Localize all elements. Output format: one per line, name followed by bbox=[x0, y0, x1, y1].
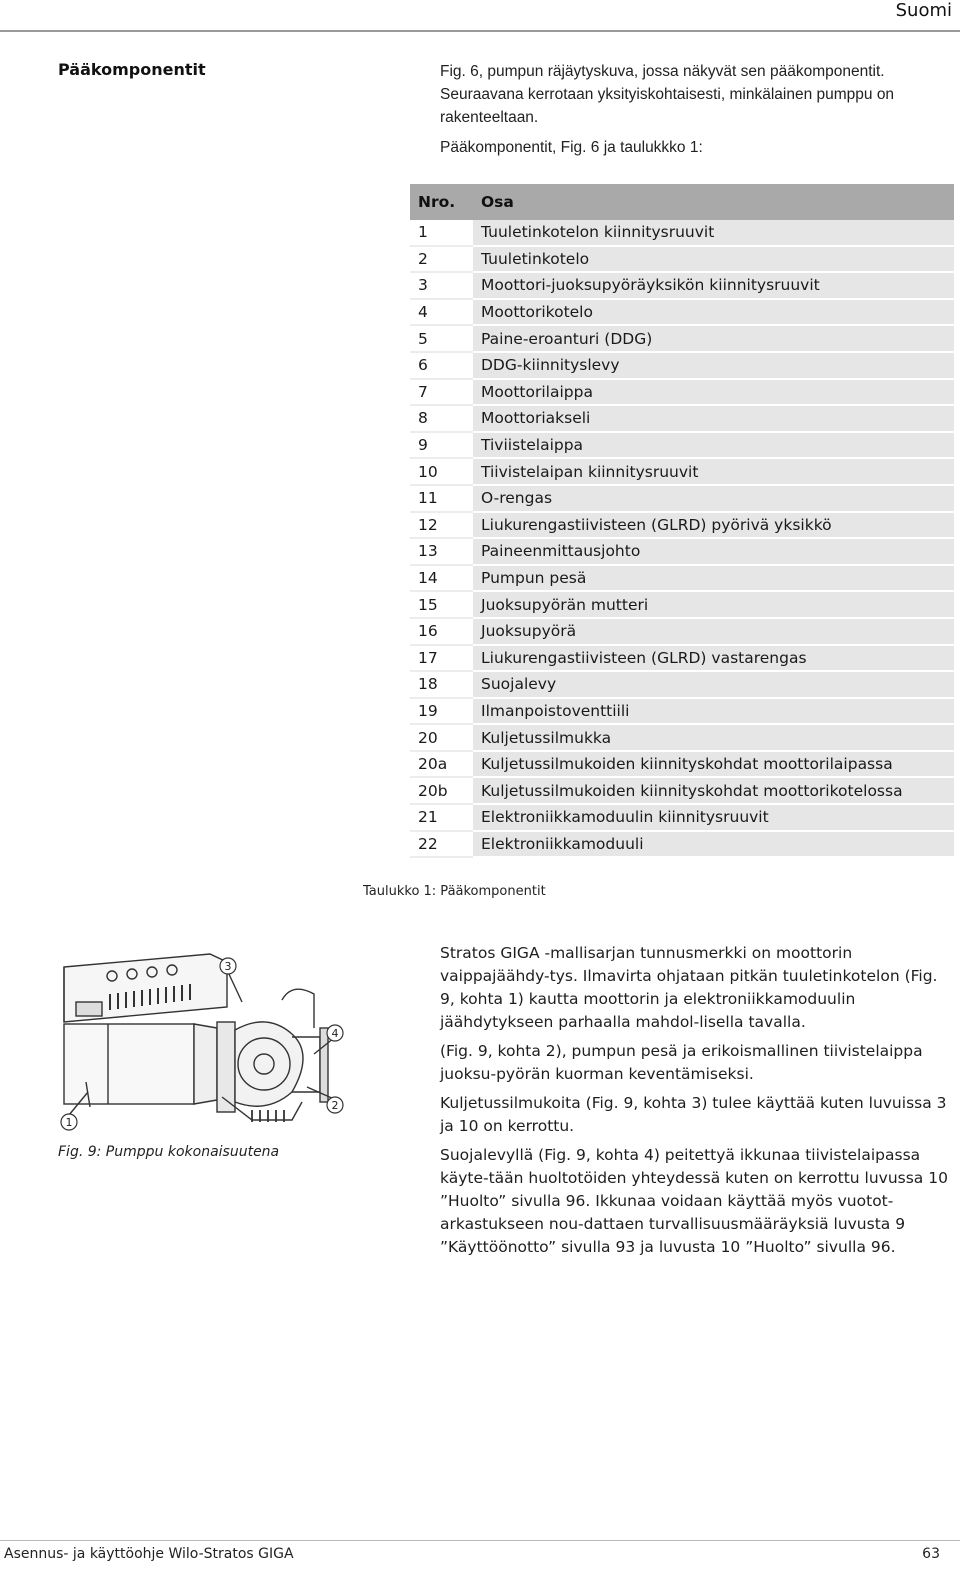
row-number: 4 bbox=[410, 299, 473, 326]
table-body bbox=[410, 220, 954, 857]
table-row bbox=[410, 751, 954, 778]
row-number: 6 bbox=[410, 352, 473, 379]
intro-paragraph: Fig. 6, pumpun räjäytyskuva, jossa näkyvät sen pääkomponentit. Seuraavana kerrotaan yksityiskohtaisesti, minkälainen pumppu on rakenteeltaan. bbox=[440, 63, 895, 126]
row-number: 10 bbox=[410, 458, 473, 485]
body-paragraph: Suojalevyllä (Fig. 9, kohta 4) peitettyä ikkunaa tiivistelaipassa käyte-tään huoltotöiden yhteydessä kuten on kerrottu luvussa 10 ”Huolto” sivulla 96. Ikkunaa voidaan käyttää myös vuototarkastukseen nou-dattaen turvallisuusmääräyksiä luvusta 9 ”Käyttöönotto” sivulla 93 ja luvusta 10 ”Huolto” sivulla 96. bbox=[440, 1146, 948, 1256]
callout-3 bbox=[220, 958, 236, 974]
row-part-name: Elektroniikkamoduulin kiinnitysruuvit bbox=[473, 804, 954, 831]
table-row bbox=[410, 485, 954, 512]
callout-2 bbox=[327, 1097, 343, 1113]
body-paragraph: (Fig. 9, kohta 2), pumpun pesä ja erikoismallinen tiivistelaippa juoksu-pyörän kuorman keventämiseksi. bbox=[440, 1042, 923, 1083]
row-part-name: Moottorikotelo bbox=[473, 299, 954, 326]
row-part-name: O-rengas bbox=[473, 485, 954, 512]
body-text bbox=[440, 942, 952, 1265]
table-row bbox=[410, 246, 954, 273]
table-row bbox=[410, 352, 954, 379]
footer-rule bbox=[0, 1540, 960, 1541]
row-part-name: Suojalevy bbox=[473, 671, 954, 698]
parts-table bbox=[410, 184, 954, 858]
table-row bbox=[410, 565, 954, 592]
callout-1 bbox=[61, 1114, 77, 1130]
body-paragraph: Kuljetussilmukoita (Fig. 9, kohta 3) tulee käyttää kuten luvuissa 3 ja 10 on kerrottu. bbox=[440, 1094, 947, 1135]
table-row bbox=[410, 405, 954, 432]
table-row bbox=[410, 379, 954, 406]
row-number: 11 bbox=[410, 485, 473, 512]
row-part-name: Liukurengastiivisteen (GLRD) vastarengas bbox=[473, 645, 954, 672]
intro-paragraph: Pääkomponentit, Fig. 6 ja taulukkko 1: bbox=[440, 139, 703, 156]
row-part-name: DDG-kiinnityslevy bbox=[473, 352, 954, 379]
row-number: 9 bbox=[410, 432, 473, 459]
body-paragraph: Stratos GIGA -mallisarjan tunnusmerkki on moottorin vaippajäähdy-tys. Ilmavirta ohjataan pitkän tuuletinkotelon (Fig. 9, kohta 1) kautta moottorin ja elektroniikkamoduulin jäähdytykseen parhaalla mahdol-lisella tavalla. bbox=[440, 944, 938, 1031]
table-row bbox=[410, 299, 954, 326]
svg-text:1: 1 bbox=[65, 1116, 73, 1129]
table-row bbox=[410, 458, 954, 485]
section-title: Pääkomponentit bbox=[58, 60, 206, 79]
table-row bbox=[410, 777, 954, 804]
row-number: 3 bbox=[410, 272, 473, 299]
row-number: 12 bbox=[410, 512, 473, 539]
table-row bbox=[410, 831, 954, 858]
row-number: 13 bbox=[410, 538, 473, 565]
svg-text:3: 3 bbox=[224, 960, 232, 973]
table-row bbox=[410, 618, 954, 645]
column-header-nro: Nro. bbox=[410, 184, 473, 220]
table-row bbox=[410, 272, 954, 299]
row-number: 1 bbox=[410, 220, 473, 246]
figure-caption: Fig. 9: Pumppu kokonaisuutena bbox=[58, 1144, 280, 1160]
table-caption: Taulukko 1: Pääkomponentit bbox=[363, 884, 546, 899]
row-number: 21 bbox=[410, 804, 473, 831]
row-part-name: Tuuletinkotelo bbox=[473, 246, 954, 273]
svg-text:2: 2 bbox=[331, 1099, 339, 1112]
row-number: 19 bbox=[410, 698, 473, 725]
row-part-name: Elektroniikkamoduuli bbox=[473, 831, 954, 858]
table-row bbox=[410, 220, 954, 246]
table-row bbox=[410, 724, 954, 751]
table-row bbox=[410, 591, 954, 618]
row-number: 16 bbox=[410, 618, 473, 645]
table-row bbox=[410, 512, 954, 539]
callout-4 bbox=[327, 1025, 343, 1041]
row-part-name: Juoksupyörän mutteri bbox=[473, 591, 954, 618]
table-row bbox=[410, 671, 954, 698]
table-row bbox=[410, 432, 954, 459]
row-part-name: Tiivistelaipan kiinnitysruuvit bbox=[473, 458, 954, 485]
row-part-name: Ilmanpoistoventtiili bbox=[473, 698, 954, 725]
row-part-name: Moottori-juoksupyöräyksikön kiinnitysruuvit bbox=[473, 272, 954, 299]
row-number: 18 bbox=[410, 671, 473, 698]
column-header-osa: Osa bbox=[473, 184, 954, 220]
row-part-name: Kuljetussilmukoiden kiinnityskohdat moottorikotelossa bbox=[473, 777, 954, 804]
footer-document-title: Asennus- ja käyttöohje Wilo-Stratos GIGA bbox=[4, 1546, 294, 1562]
table-row bbox=[410, 645, 954, 672]
table-row bbox=[410, 804, 954, 831]
row-number: 20a bbox=[410, 751, 473, 778]
row-part-name: Moottorilaippa bbox=[473, 379, 954, 406]
row-number: 8 bbox=[410, 405, 473, 432]
row-number: 20 bbox=[410, 724, 473, 751]
table-row bbox=[410, 325, 954, 352]
row-part-name: Pumpun pesä bbox=[473, 565, 954, 592]
row-number: 14 bbox=[410, 565, 473, 592]
row-number: 15 bbox=[410, 591, 473, 618]
table-row bbox=[410, 698, 954, 725]
row-part-name: Juoksupyörä bbox=[473, 618, 954, 645]
row-part-name: Tuuletinkotelon kiinnitysruuvit bbox=[473, 220, 954, 246]
row-number: 22 bbox=[410, 831, 473, 858]
svg-text:4: 4 bbox=[331, 1027, 339, 1040]
page-number: 63 bbox=[922, 1546, 940, 1562]
row-part-name: Kuljetussilmukka bbox=[473, 724, 954, 751]
row-number: 17 bbox=[410, 645, 473, 672]
row-part-name: Kuljetussilmukoiden kiinnityskohdat moottorilaipassa bbox=[473, 751, 954, 778]
table-header-row bbox=[410, 184, 954, 220]
row-part-name: Paine-eroanturi (DDG) bbox=[473, 325, 954, 352]
row-part-name: Moottoriakseli bbox=[473, 405, 954, 432]
language-label: Suomi bbox=[895, 0, 952, 21]
intro-text bbox=[440, 60, 940, 159]
table-row bbox=[410, 538, 954, 565]
row-part-name: Liukurengastiivisteen (GLRD) pyörivä yksikkö bbox=[473, 512, 954, 539]
row-part-name: Paineenmittausjohto bbox=[473, 538, 954, 565]
row-number: 20b bbox=[410, 777, 473, 804]
header-rule bbox=[0, 30, 960, 32]
row-number: 5 bbox=[410, 325, 473, 352]
row-number: 7 bbox=[410, 379, 473, 406]
row-number: 2 bbox=[410, 246, 473, 273]
pump-illustration bbox=[52, 942, 357, 1137]
row-part-name: Tiviistelaippa bbox=[473, 432, 954, 459]
